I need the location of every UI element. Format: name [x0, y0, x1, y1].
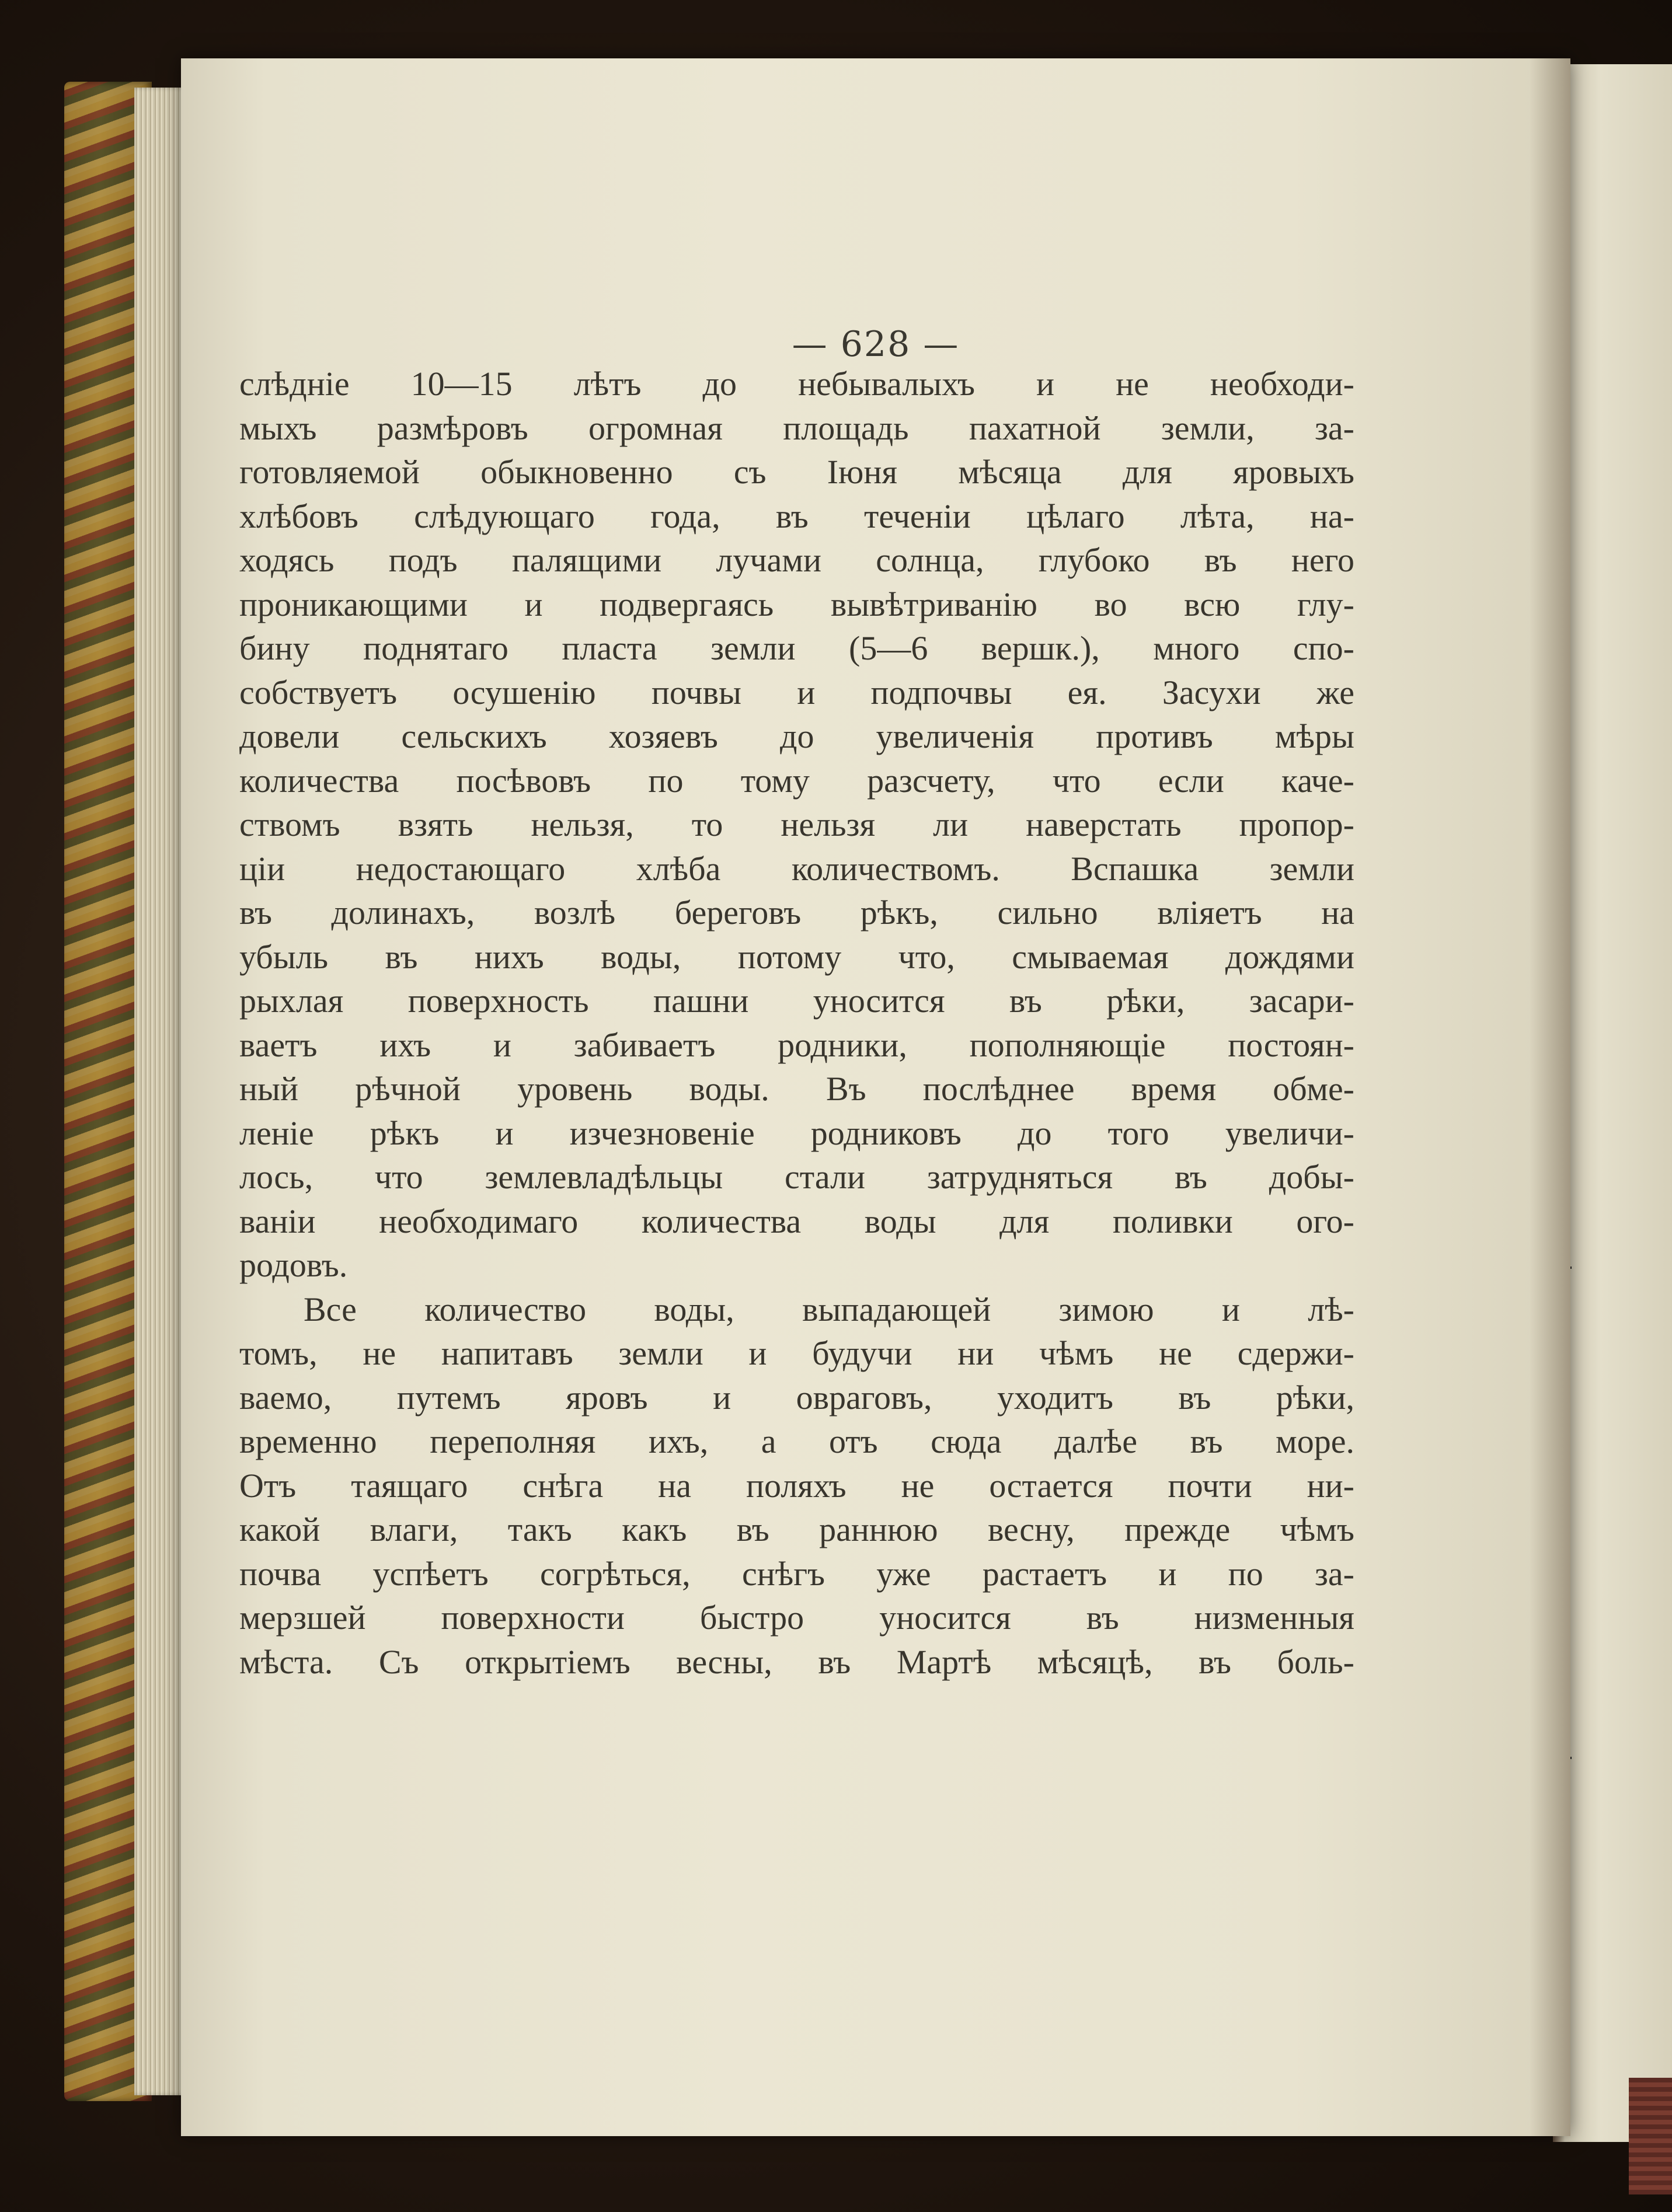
text-line: ваніи необходимаго количества воды для поливки ого- [239, 1202, 1354, 1240]
text-line: ствомъ взять нельзя, то нельзя ли наверстать пропор- [239, 805, 1354, 843]
text-line: проникающими и подвергаясь вывѣтриванію во всю глу- [239, 585, 1354, 623]
page-text [239, 362, 1354, 1684]
text-line: какой влаги, такъ какъ въ раннюю весну, прежде чѣмъ [239, 1510, 1354, 1548]
text-line: убыль въ нихъ воды, потому что, смываемая дождями [239, 937, 1354, 976]
text-line: собствуетъ осушенію почвы и подпочвы ея. Засухи же [239, 673, 1354, 711]
text-line: готовляемой обыкновенно съ Іюня мѣсяца для яровыхъ [239, 453, 1354, 491]
text-line: количества посѣвовъ по тому разсчету, что если каче- [239, 761, 1354, 800]
text-line: лось, что землевладѣльцы стали затрудняться въ добы- [239, 1158, 1354, 1196]
text-line: ваетъ ихъ и забиваетъ родники, пополняющіе постоян- [239, 1025, 1354, 1064]
text-line: слѣдніе 10—15 лѣтъ до небывалыхъ и не необходи- [239, 365, 1354, 403]
text-line: довели сельскихъ хозяевъ до увеличенія противъ мѣры [239, 717, 1354, 755]
text-line: временно переполняя ихъ, а отъ сюда далѣе въ море. [239, 1422, 1354, 1460]
text-line: почва успѣетъ согрѣться, снѣгъ уже растаетъ и по за- [239, 1554, 1354, 1593]
text-line: ваемо, путемъ яровъ и овраговъ, уходитъ въ рѣки, [239, 1378, 1354, 1416]
text-line: ный рѣчной уровень воды. Въ послѣднее время обме- [239, 1070, 1354, 1108]
paragraph-1 [239, 362, 1354, 1288]
text-line: ціи недостающаго хлѣба количествомъ. Вспашка земли [239, 849, 1354, 888]
text-line: мерзшей поверхности быстро уносится въ низменныя [239, 1599, 1354, 1637]
page-number: — 628 — [792, 324, 960, 365]
text-line: Отъ таящаго снѣга на поляхъ не остается почти ни- [239, 1466, 1354, 1505]
text-line: леніе рѣкъ и изчезновеніе родниковъ до того увеличи- [239, 1114, 1354, 1152]
text-line: томъ, не напитавъ земли и будучи ни чѣмъ не сдержи- [239, 1334, 1354, 1372]
text-line: рыхлая поверхность пашни уносится въ рѣки, засари- [239, 982, 1354, 1020]
book-cover-right [1629, 2078, 1672, 2194]
text-line: мыхъ размѣровъ огромная площадь пахатной земли, за- [239, 409, 1354, 447]
paragraph-2 [239, 1288, 1354, 1684]
text-line: Все количество воды, выпадающей зимою и лѣ- [304, 1290, 1354, 1328]
text-line: мѣста. Съ открытіемъ весны, въ Мартѣ мѣсяцѣ, въ боль- [239, 1642, 1354, 1681]
text-line: бину поднятаго пласта земли (5—6 вершк.), много спо- [239, 629, 1354, 667]
text-line: хлѣбовъ слѣдующаго года, въ теченіи цѣлаго лѣта, на- [239, 497, 1354, 535]
page-edges [134, 88, 187, 2095]
text-line: ходясь подъ палящими лучами солнца, глубоко въ него [239, 541, 1354, 579]
text-line: въ долинахъ, возлѣ береговъ рѣкъ, сильно вліяетъ на [239, 894, 1354, 931]
right-facing-page [1553, 64, 1672, 2142]
text-line: родовъ. [239, 1246, 348, 1284]
